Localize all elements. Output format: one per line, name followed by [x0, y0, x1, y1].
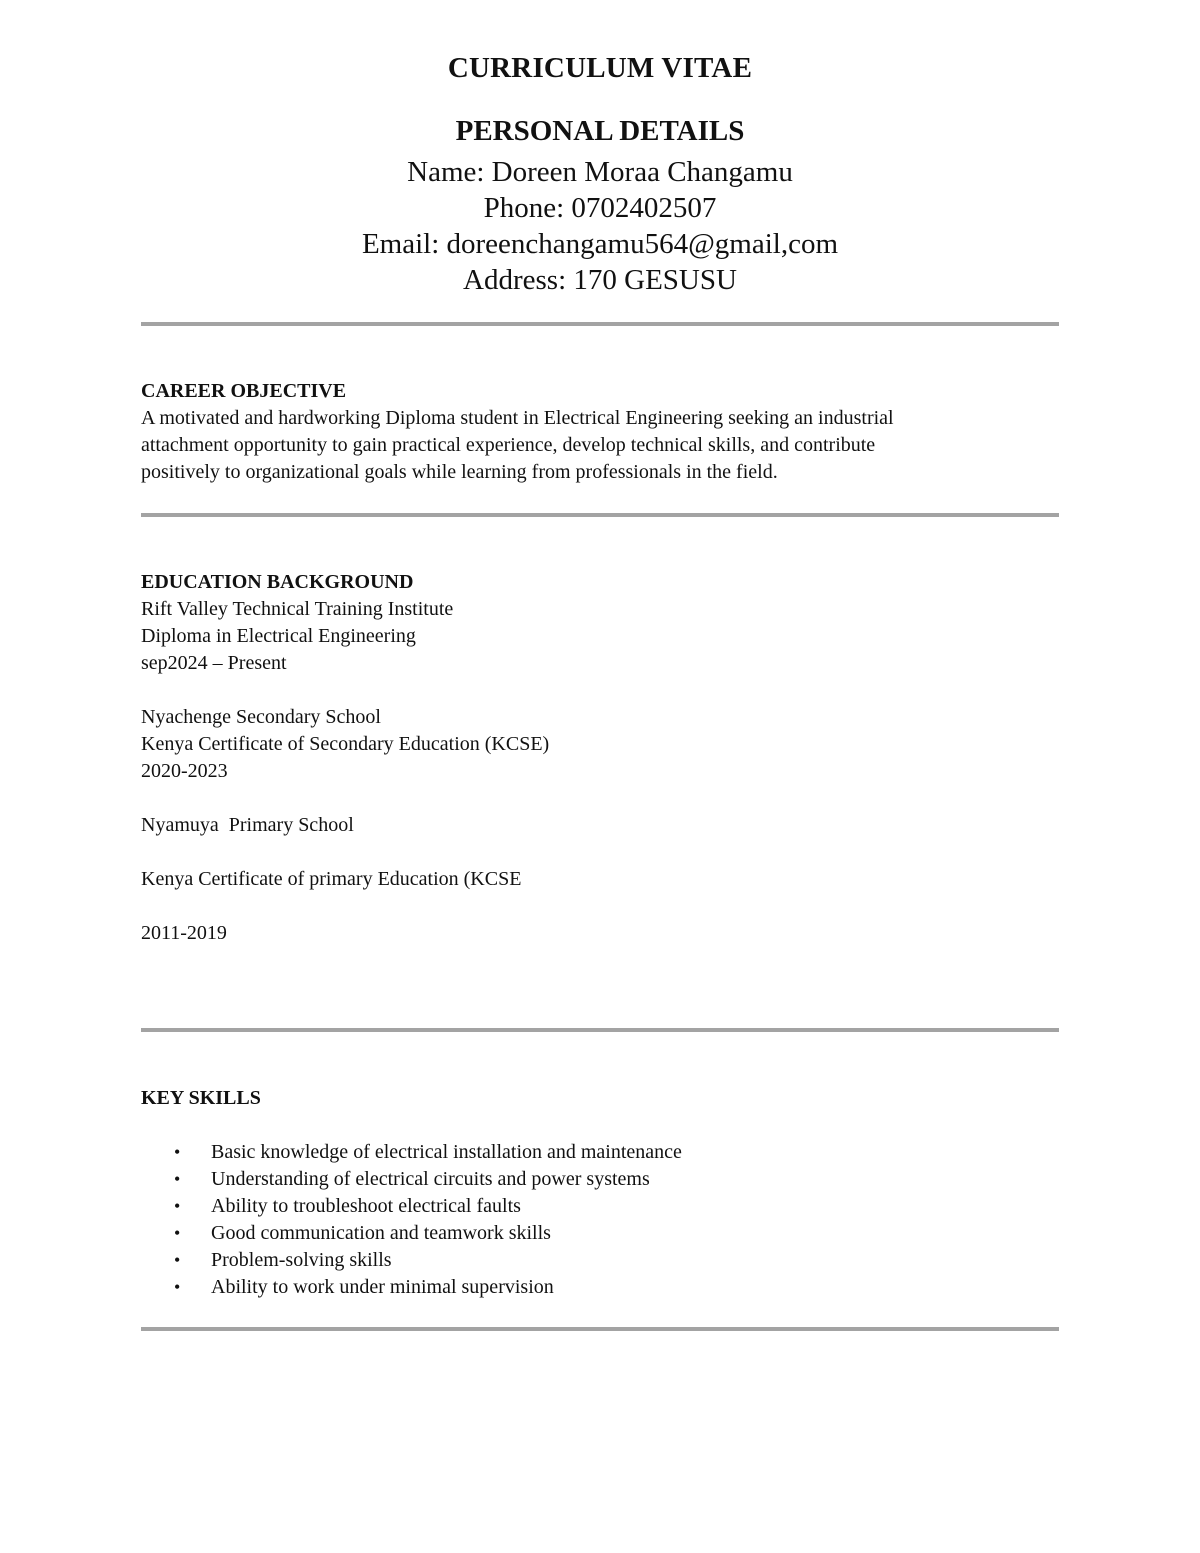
- spacer: [141, 1112, 1061, 1139]
- education-heading: EDUCATION BACKGROUND: [141, 571, 414, 593]
- bullet-icon: •: [174, 1250, 181, 1270]
- bullet-icon: •: [174, 1142, 181, 1162]
- institution-name: Rift Valley Technical Training Institute: [141, 598, 454, 620]
- divider-rule: [141, 1028, 1059, 1032]
- skill-item: [141, 1247, 1061, 1274]
- skill-text: Ability to troubleshoot electrical faults: [211, 1195, 521, 1217]
- skill-item: [141, 1139, 1061, 1166]
- skills-list: [141, 1139, 1061, 1301]
- objective-line: attachment opportunity to gain practical experience, develop technical skills, and contribute: [141, 434, 876, 456]
- objective-line: A motivated and hardworking Diploma student in Electrical Engineering seeking an industrial: [141, 407, 894, 429]
- email-line: Email: doreenchangamu564@gmail,com: [361, 228, 839, 260]
- name-line: Name: Doreen Moraa Changamu: [407, 156, 793, 188]
- bullet-icon: •: [174, 1196, 181, 1216]
- personal-details-heading: PERSONAL DETAILS: [455, 115, 745, 147]
- skill-text: Good communication and teamwork skills: [211, 1222, 551, 1244]
- education-entry: [141, 812, 1061, 947]
- spacer: [141, 839, 1061, 866]
- skill-item: [141, 1193, 1061, 1220]
- study-period: 2020-2023: [141, 760, 228, 782]
- skill-item: [141, 1166, 1061, 1193]
- education-entry: [141, 596, 1061, 677]
- education-section: [141, 569, 1061, 974]
- qualification: Kenya Certificate of primary Education (KCSE: [141, 868, 522, 890]
- study-period: sep2024 – Present: [141, 652, 287, 674]
- study-period: 2011-2019: [141, 922, 227, 944]
- bullet-icon: •: [174, 1223, 181, 1243]
- address-line: Address: 170 GESUSU: [463, 264, 737, 296]
- career-objective-heading: CAREER OBJECTIVE: [141, 380, 347, 402]
- key-skills-section: [141, 1085, 1061, 1301]
- objective-line: positively to organizational goals while learning from professionals in the field.: [141, 461, 778, 483]
- skill-text: Ability to work under minimal supervision: [211, 1276, 554, 1298]
- document-title: CURRICULUM VITAE: [447, 52, 753, 84]
- divider-rule: [141, 1327, 1059, 1331]
- phone-line: Phone: 0702402507: [483, 192, 717, 224]
- skill-item: [141, 1274, 1061, 1301]
- skill-text: Understanding of electrical circuits and power systems: [211, 1168, 650, 1190]
- qualification: Diploma in Electrical Engineering: [141, 625, 416, 647]
- qualification: Kenya Certificate of Secondary Education (KCSE): [141, 733, 550, 755]
- divider-rule: [141, 513, 1059, 517]
- career-objective-section: [141, 378, 1061, 486]
- bullet-icon: •: [174, 1277, 181, 1297]
- key-skills-heading: KEY SKILLS: [141, 1087, 261, 1109]
- bullet-icon: •: [174, 1169, 181, 1189]
- personal-details-block: [0, 154, 1200, 298]
- skill-text: Problem-solving skills: [211, 1249, 392, 1271]
- skill-item: [141, 1220, 1061, 1247]
- institution-name: Nyachenge Secondary School: [141, 706, 381, 728]
- education-entry: [141, 704, 1061, 785]
- skill-text: Basic knowledge of electrical installation and maintenance: [211, 1141, 682, 1163]
- divider-rule: [141, 322, 1059, 326]
- institution-name: Nyamuya Primary School: [141, 814, 354, 836]
- spacer: [141, 893, 1061, 920]
